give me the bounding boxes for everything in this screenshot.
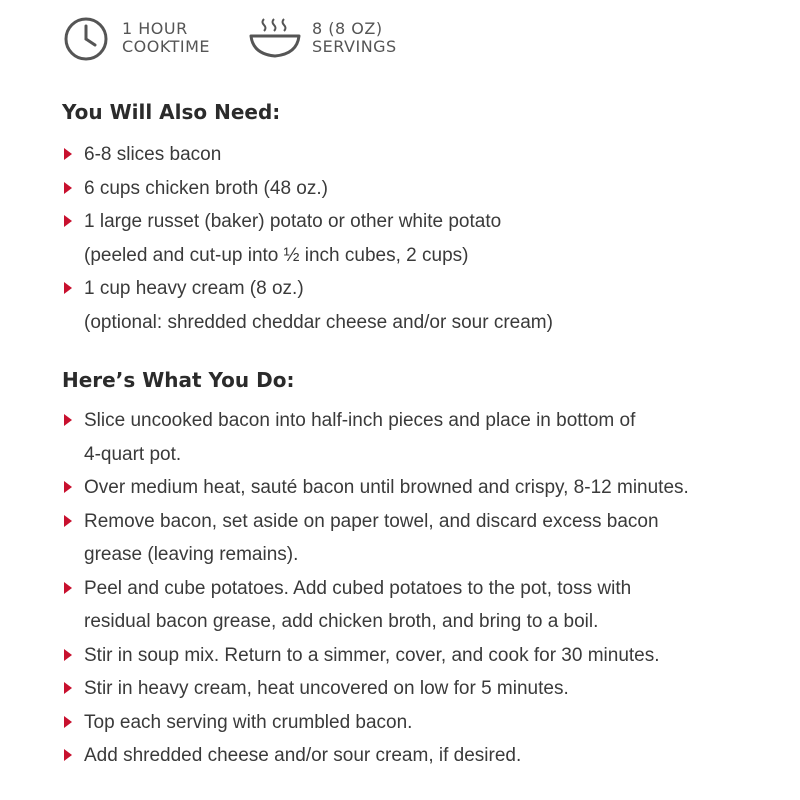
instruction-step: [64, 639, 784, 673]
bullet-triangle-icon: [64, 282, 72, 294]
bullet-triangle-icon: [64, 148, 72, 160]
instruction-step-text: Stir in heavy cream, heat uncovered on low for 5 minutes.: [84, 678, 569, 699]
instruction-step: [64, 672, 784, 706]
cooktime-value: 1 HOUR: [122, 19, 188, 38]
ingredient-item-text: (peeled and cut-up into ½ inch cubes, 2 cups): [84, 244, 469, 266]
bullet-triangle-icon: [64, 414, 72, 426]
instruction-step: [64, 505, 784, 572]
instructions-heading: Here’s What You Do:: [62, 368, 295, 392]
instructions-list: [64, 404, 784, 773]
servings-value: 8 (8 OZ): [312, 19, 383, 38]
ingredients-heading: You Will Also Need:: [62, 100, 281, 124]
ingredient-item: [64, 272, 784, 339]
instruction-step-text: Stir in soup mix. Return to a simmer, cover, and cook for 30 minutes.: [84, 644, 660, 666]
ingredients-list: [64, 138, 784, 339]
bullet-triangle-icon: [64, 182, 72, 194]
recipe-info-bar: [62, 14, 397, 62]
cooktime-info: [62, 14, 210, 62]
bullet-triangle-icon: [64, 649, 72, 661]
soup-bowl-icon: [248, 16, 302, 60]
ingredient-item: [64, 172, 784, 206]
instruction-step-text: Over medium heat, sauté bacon until browned and crispy, 8-12 minutes.: [84, 477, 689, 498]
ingredient-item-text: 6-8 slices bacon: [84, 144, 222, 165]
bullet-triangle-icon: [64, 716, 72, 728]
bullet-triangle-icon: [64, 682, 72, 694]
bullet-triangle-icon: [64, 582, 72, 594]
servings-label: SERVINGS: [312, 37, 397, 56]
ingredient-item-text: 1 cup heavy cream (8 oz.): [84, 278, 304, 299]
cooktime-label: COOKTIME: [122, 37, 211, 56]
instruction-step-text: grease (leaving remains).: [84, 544, 299, 565]
ingredient-item-text: 6 cups chicken broth (48 oz.): [84, 177, 328, 199]
instruction-step-text: Remove bacon, set aside on paper towel, and discard excess bacon: [84, 510, 659, 532]
bullet-triangle-icon: [64, 749, 72, 761]
instruction-step: [64, 739, 784, 773]
instruction-step-text: residual bacon grease, add chicken broth, and bring to a boil.: [84, 611, 599, 632]
instruction-step-text: Slice uncooked bacon into half-inch pieces and place in bottom of: [84, 410, 636, 431]
instruction-step-text: Add shredded cheese and/or sour cream, if desired.: [84, 745, 522, 766]
bullet-triangle-icon: [64, 481, 72, 493]
servings-info: [210, 16, 397, 60]
instruction-step: [64, 471, 784, 505]
bullet-triangle-icon: [64, 515, 72, 527]
ingredient-item: [64, 138, 784, 172]
ingredient-item: [64, 205, 784, 272]
instruction-step: [64, 404, 784, 471]
clock-icon: [62, 14, 110, 62]
instruction-step: [64, 572, 784, 639]
ingredient-item-text: (optional: shredded cheddar cheese and/or sour cream): [84, 311, 553, 333]
instruction-step-text: 4-quart pot.: [84, 443, 182, 465]
bullet-triangle-icon: [64, 215, 72, 227]
instruction-step: [64, 706, 784, 740]
instruction-step-text: Peel and cube potatoes. Add cubed potatoes to the pot, toss with: [84, 577, 632, 599]
instruction-step-text: Top each serving with crumbled bacon.: [84, 711, 413, 733]
ingredient-item-text: 1 large russet (baker) potato or other white potato: [84, 211, 502, 232]
